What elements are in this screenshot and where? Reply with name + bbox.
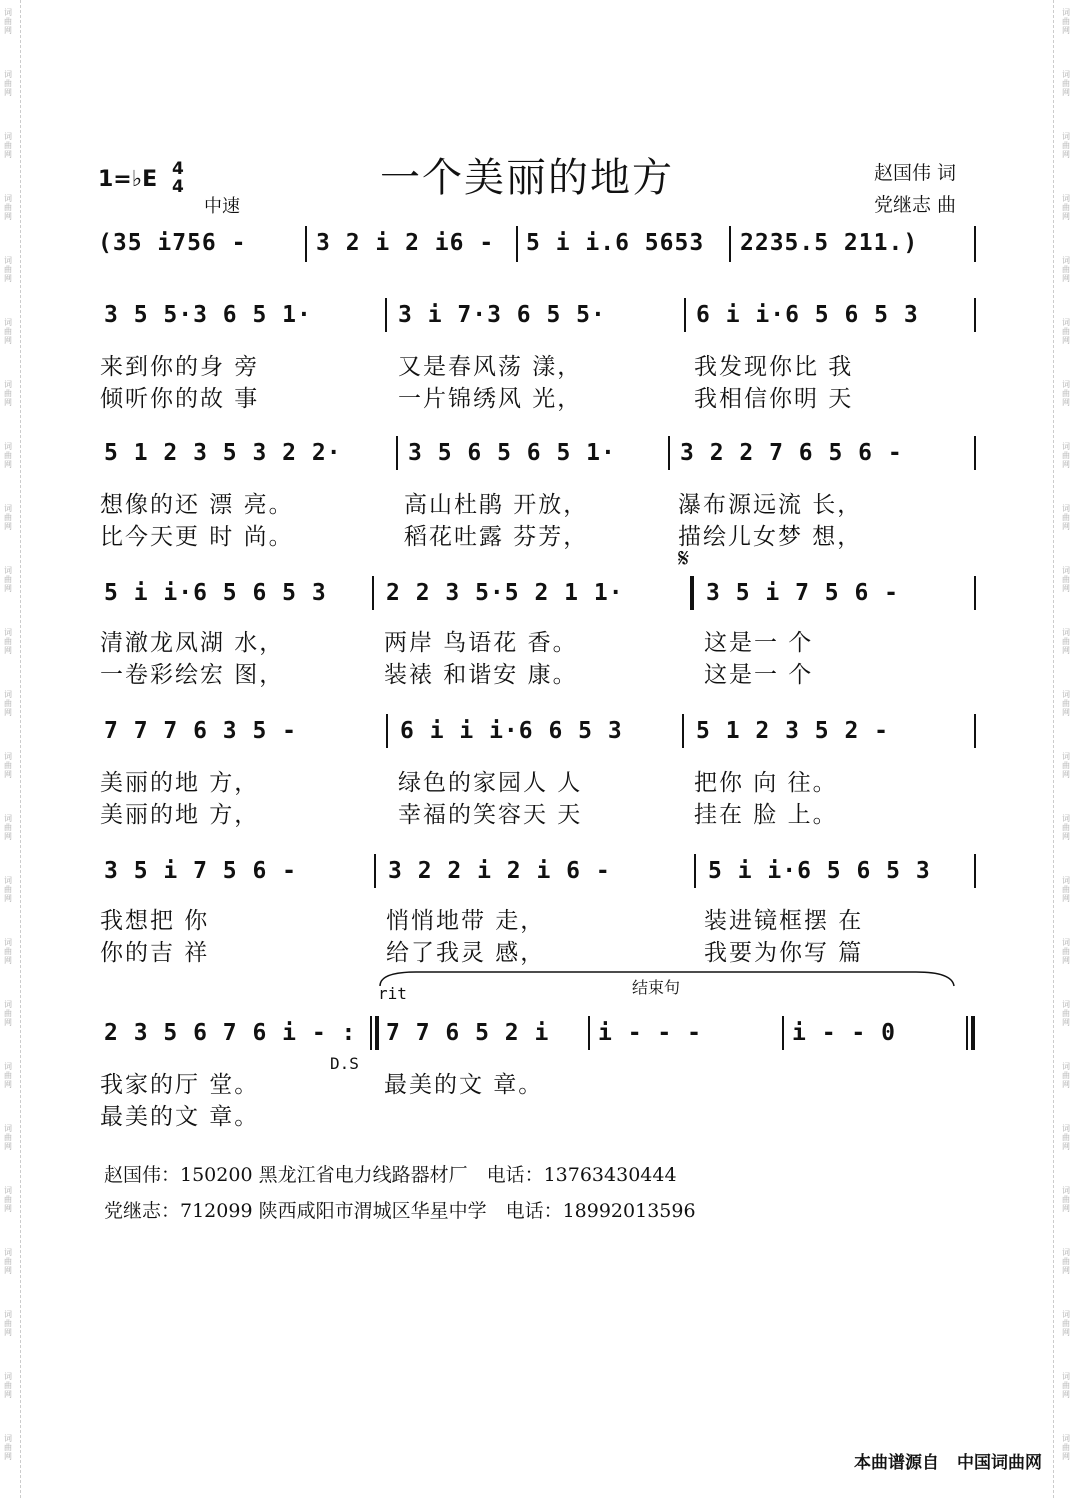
system4-lyric1-a: 美丽的地 方， [100,770,260,796]
segno-sign: 𝄋 [678,544,690,574]
key-signature: 1=♭E [98,167,158,192]
system6-measure3: i - - - [598,1020,702,1046]
system5-lyric1-c: 装进镜框摆 在 [704,908,864,934]
system6-measure4: i - - 0 [792,1020,896,1046]
system1-measure1: 3 5 5·3 6 5 1· [104,302,312,328]
right-watermark-strip [1058,0,1074,1498]
source-prefix: 本曲谱源自 [854,1453,939,1473]
watermark-text: 词 曲 网 [4,1310,12,1337]
watermark-text: 词 曲 网 [1062,1248,1070,1275]
watermark-text: 词 曲 网 [4,256,12,283]
tempo-marking: 中速 [204,196,240,217]
watermark-text: 词 曲 网 [4,1186,12,1213]
watermark-text: 词 曲 网 [4,1124,12,1151]
system5-measure3: 5 i i·6 5 6 5 3 [708,858,931,884]
lyricist-credit: 赵国伟 词 [874,162,957,184]
system4-lyric2-b: 幸福的笑容天 天 [398,802,583,828]
watermark-text: 词 曲 网 [1062,194,1070,221]
system3-lyric1-b: 两岸 鸟语花 香。 [384,630,578,656]
system2-measure1: 5 1 2 3 5 3 2 2· [104,440,342,466]
watermark-text: 词 曲 网 [1062,1124,1070,1151]
system2-lyric1-a: 想像的还 漂 亮。 [100,492,294,518]
watermark-text: 词 曲 网 [4,194,12,221]
watermark-text: 词 曲 网 [4,318,12,345]
watermark-text: 词 曲 网 [4,566,12,593]
watermark-text: 词 曲 网 [1062,1062,1070,1089]
watermark-text: 词 曲 网 [1062,938,1070,965]
system1-lyric1-b: 又是春风荡 漾， [398,354,583,380]
system2-lyric2-b: 稻花吐露 芬芳， [404,524,589,550]
system3-measure1: 5 i i·6 5 6 5 3 [104,580,327,606]
prelude-measure-2: 3 2 i 2 i6 - [316,230,495,256]
watermark-text: 词 曲 网 [1062,256,1070,283]
system2-measure3: 3 2 2 7 6 5 6 - [680,440,903,466]
watermark-text: 词 曲 网 [1062,442,1070,469]
watermark-text: 词 曲 网 [4,380,12,407]
system4-lyric1-b: 绿色的家园人 人 [398,770,583,796]
watermark-text: 词 曲 网 [4,8,12,35]
watermark-text: 词 曲 网 [1062,70,1070,97]
watermark-text: 词 曲 网 [1062,8,1070,35]
ds-marking: D.S [330,1054,359,1073]
system1-measure3: 6 i i·6 5 6 5 3 [696,302,919,328]
composer-credit: 党继志 曲 [874,194,957,216]
watermark-text: 词 曲 网 [1062,132,1070,159]
ending-label: 结束句 [632,978,681,997]
system1-lyric1-c: 我发现你比 我 [694,354,854,380]
system5-measure1: 3 5 i 7 5 6 - [104,858,298,884]
watermark-text: 词 曲 网 [1062,566,1070,593]
system1-lyric2-a: 倾听你的故 事 [100,386,260,412]
system3-lyric1-a: 清澈龙凤湖 水， [100,630,285,656]
system4-lyric2-c: 挂在 脸 上。 [694,802,838,828]
watermark-text: 词 曲 网 [1062,1434,1070,1461]
watermark-text: 词 曲 网 [1062,1186,1070,1213]
system5-lyric2-a: 你的吉 祥 [100,940,210,966]
system5-lyric1-a: 我想把 你 [100,908,210,934]
contact-lyricist: 赵国伟：150200 黑龙江省电力线路器材厂 电话：13763430444 [104,1164,677,1186]
system3-lyric2-c: 这是一 个 [704,662,814,688]
prelude-measure-1: (35 i756 - [98,230,247,256]
system3-lyric2-a: 一卷彩绘宏 图， [100,662,285,688]
system4-measure1: 7 7 7 6 3 5 - [104,718,298,744]
system1-lyric2-b: 一片锦绣风 光， [398,386,583,412]
watermark-text: 词 曲 网 [4,70,12,97]
system4-lyric1-c: 把你 向 往。 [694,770,838,796]
watermark-text: 词 曲 网 [1062,752,1070,779]
watermark-text: 词 曲 网 [1062,380,1070,407]
system3-measure2: 2 2 3 5·5 2 1 1· [386,580,624,606]
system2-lyric1-c: 瀑布源远流 长， [678,492,863,518]
system6-measure1: 2 3 5 6 7 6 i - : [104,1020,357,1046]
watermark-text: 词 曲 网 [4,876,12,903]
watermark-text: 词 曲 网 [1062,1000,1070,1027]
watermark-text: 词 曲 网 [1062,504,1070,531]
contact-composer: 党继志：712099 陕西咸阳市渭城区华星中学 电话：18992013596 [104,1200,696,1222]
watermark-text: 词 曲 网 [4,752,12,779]
source-credit [836,1448,1042,1473]
watermark-text: 词 曲 网 [4,132,12,159]
system1-lyric2-c: 我相信你明 天 [694,386,854,412]
system1-measure2: 3 i 7·3 6 5 5· [398,302,606,328]
system5-lyric2-c: 我要为你写 篇 [704,940,864,966]
system5-lyric2-b: 给了我灵 感， [386,940,546,966]
left-watermark-strip [0,0,16,1498]
watermark-text: 词 曲 网 [4,814,12,841]
prelude-measure-3: 5 i i.6 5653 [526,230,705,256]
watermark-text: 词 曲 网 [4,1248,12,1275]
system3-measure3: 3 5 i 7 5 6 - [706,580,900,606]
system6-lyric1-a: 我家的厅 堂。 [100,1072,260,1098]
watermark-text: 词 曲 网 [1062,690,1070,717]
watermark-text: 词 曲 网 [4,1062,12,1089]
source-site: 中国词曲网 [957,1453,1042,1473]
watermark-text: 词 曲 网 [1062,1310,1070,1337]
watermark-text: 词 曲 网 [1062,1372,1070,1399]
watermark-text: 词 曲 网 [4,1434,12,1461]
watermark-text: 词 曲 网 [1062,318,1070,345]
watermark-text: 词 曲 网 [1062,628,1070,655]
prelude-measure-4: 2235.5 211.) [740,230,919,256]
song-title: 一个美丽的地方 [380,155,674,201]
system5-lyric1-b: 悄悄地带 走， [386,908,546,934]
system6-measure2: 7 7 6 5 2 i [386,1020,550,1046]
rit-marking: rit [378,984,407,1003]
watermark-text: 词 曲 网 [1062,814,1070,841]
system2-measure2: 3 5 6 5 6 5 1· [408,440,616,466]
system3-lyric2-b: 装裱 和谐安 康。 [384,662,578,688]
system1-lyric1-a: 来到你的身 旁 [100,354,260,380]
time-signature: 4 4 [172,159,184,197]
system4-measure3: 5 1 2 3 5 2 - [696,718,890,744]
system2-lyric1-b: 高山杜鹃 开放， [404,492,589,518]
system5-measure2: 3 2 2 i 2 i 6 - [388,858,611,884]
watermark-text: 词 曲 网 [4,938,12,965]
watermark-text: 词 曲 网 [4,628,12,655]
system3-lyric1-c: 这是一 个 [704,630,814,656]
system6-lyric2-a: 最美的文 章。 [100,1104,260,1130]
system2-lyric2-c: 描绘儿女梦 想， [678,524,863,550]
system2-lyric2-a: 比今天更 时 尚。 [100,524,294,550]
system4-lyric2-a: 美丽的地 方， [100,802,260,828]
system6-lyric1-b: 最美的文 章。 [384,1072,544,1098]
watermark-text: 词 曲 网 [4,1000,12,1027]
system4-measure2: 6 i i i·6 6 5 3 [400,718,623,744]
watermark-text: 词 曲 网 [4,1372,12,1399]
watermark-text: 词 曲 网 [4,690,12,717]
watermark-text: 词 曲 网 [4,504,12,531]
watermark-text: 词 曲 网 [1062,876,1070,903]
watermark-text: 词 曲 网 [4,442,12,469]
